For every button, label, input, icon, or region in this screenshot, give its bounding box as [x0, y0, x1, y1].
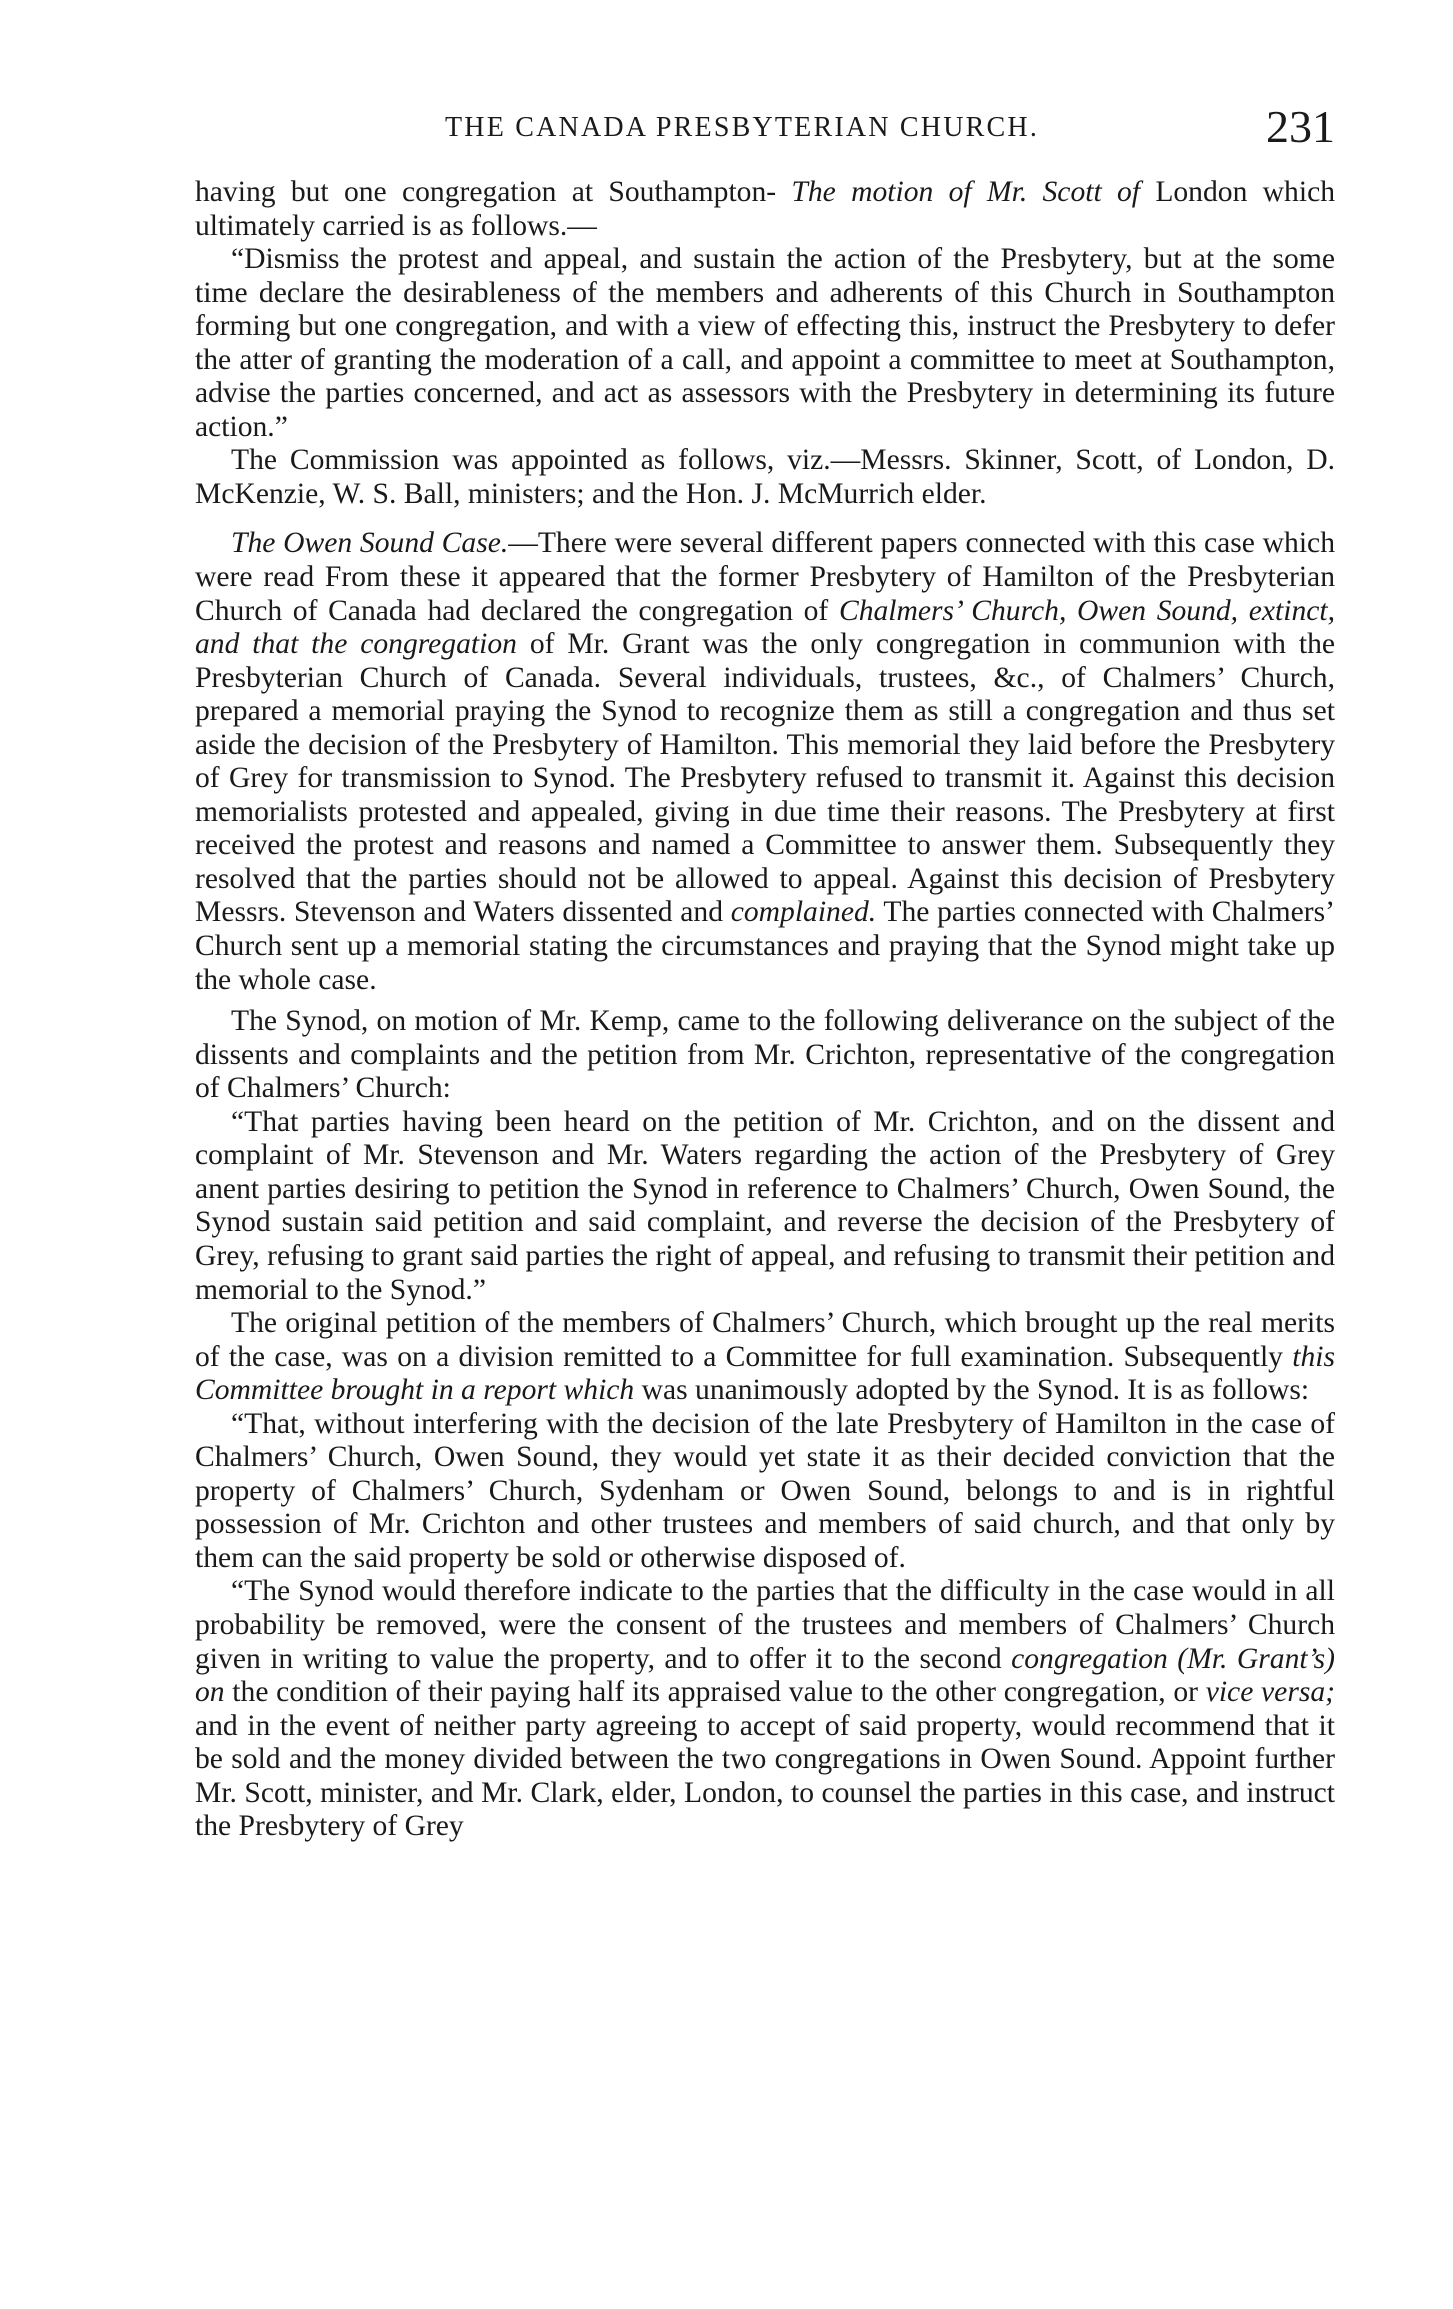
text-run: —There were several different papers connected with this case which were read From these it appeared that the former Presbytery of Hamilton of the Presbyterian Church of Canada had declared the congregation of: [195, 527, 1335, 627]
text-run: London which ultimately carried is as follows.—: [195, 176, 1335, 242]
running-title: THE CANADA PRESBYTERIAN CHURCH.: [445, 112, 1040, 143]
page-number: 231: [1266, 101, 1335, 152]
paragraph-property-quote: “That, without interfering with the decision of the late Presbytery of Hamilton in the case of Chalmers’ Church, Owen Sound, they would yet state it as their decided conviction that the property of Chalmers’ Church, Sydenham or Owen Sound, belongs to and is in rightful possession of Mr. Crichton and other trustees and members of said church, and that only by them can the said property be sold or otherwise disposed of.: [195, 1407, 1335, 1574]
text-run: The original petition of the members of Chalmers’ Church, which brought up the real merits of the case, was on a division remitted to a Committee for full examination. Subsequently: [195, 1307, 1335, 1373]
paragraph-original-petition: [195, 1307, 1335, 1408]
italic-text-run: congregation (Mr. Grant’s) on: [195, 1642, 1336, 1709]
italic-text-run: complained.: [730, 896, 877, 929]
paragraph-synod-motion-kemp: The Synod, on motion of Mr. Kemp, came to the following deliverance on the subject of the dissents and complaints and the petition from Mr. Crichton, representative of the congregation of Chalmers’ Church:: [195, 1005, 1335, 1105]
text-run: The parties connected with Chalmers’ Church sent up a memorial stating the circumstances and praying that the Synod might take up the whole case.: [195, 896, 1335, 996]
paragraph-dismiss-protest-quote: “Dismiss the protest and appeal, and sustain the action of the Presbytery, but at the some time declare the desirableness of the members and adherents of this Church in Southampton forming but one congregation, and with a view of effecting this, instruct the Presbytery to defer the atter of granting the moderation of a call, and appoint a committee to meet at Southampton, advise the parties concerned, and act as assessors with the Presbytery in determining its future action.”: [195, 243, 1335, 443]
italic-text-run: The motion of Mr. Scott of: [791, 176, 1141, 208]
text-run: “The Synod would therefore indicate to the parties that the difficulty in the case would in all probability be removed, were the consent of the trustees and members of Chalmers’ Church given in writing to value the property, and to offer it to the second: [195, 1575, 1335, 1675]
paragraph-southampton-motion: [195, 176, 1335, 243]
text-run: the condition of their paying half its appraised value to the other congregation, or: [224, 1676, 1206, 1709]
italic-text-run: vice versa;: [1205, 1676, 1336, 1709]
section-heading-owen-sound-case: The Owen Sound Case.: [231, 527, 509, 560]
paragraph-parties-heard-quote: “That parties having been heard on the petition of Mr. Crichton, and on the dissent and complaint of Mr. Stevenson and Mr. Waters regarding the action of the Presbytery of Grey anent parties desiring to petition the Synod in reference to Chalmers’ Church, Owen Sound, the Synod sustain said petition and said complaint, and reverse the decision of the Presbytery of Grey, refusing to grant said parties the right of appeal, and refusing to transmit their petition and memorial to the Synod.”: [195, 1105, 1335, 1306]
paragraph-commission-appointed: The Commission was appointed as follows, viz.—Messrs. Skinner, Scott, of London, D. McKenzie, W. S. Ball, ministers; and the Hon. J. McMurrich elder.: [195, 444, 1335, 510]
paragraph-synod-indicate-quote: [195, 1575, 1335, 1843]
text-run: having but one congregation at Southampton-: [195, 176, 792, 208]
text-run: was unanimously adopted by the Synod. It is as follows:: [634, 1374, 1310, 1407]
text-run: of Mr. Grant was the only congregation in communion with the Presbyterian Church of Canada. Several individuals, trustees, &c., of Chalmers’ Church, prepared a memorial praying the Synod to recognize them as still a congregation and thus set aside the decision of the Presbytery of Hamilton. This memorial they laid before the Presbytery of Grey for transmission to Synod. The Presbytery refused to transmit it. Against this decision memorialists protested and appealed, giving in due time their reasons. The Presbytery at first received the protest and reasons and named a Committee to answer them. Subsequently they resolved that the parties should not be allowed to appeal. Against this decision of Presbytery Messrs. Stevenson and Waters dissented and: [195, 628, 1335, 929]
italic-text-run: Chalmers’ Church, Owen Sound, extinct, and that the congregation: [195, 594, 1335, 661]
text-run: and in the event of neither party agreeing to accept of said property, would recommend that it be sold and the money divided between the two congregations in Owen Sound. Appoint further Mr. Scott, minister, and Mr. Clark, elder, London, to counsel the parties in this case, and instruct the Presbytery of Grey: [195, 1709, 1335, 1843]
paragraph-owen-sound-case: [195, 527, 1335, 997]
running-head: [195, 100, 1335, 160]
body-text: [195, 176, 1335, 1844]
italic-text-run: this Committee brought in a report which: [195, 1340, 1335, 1407]
